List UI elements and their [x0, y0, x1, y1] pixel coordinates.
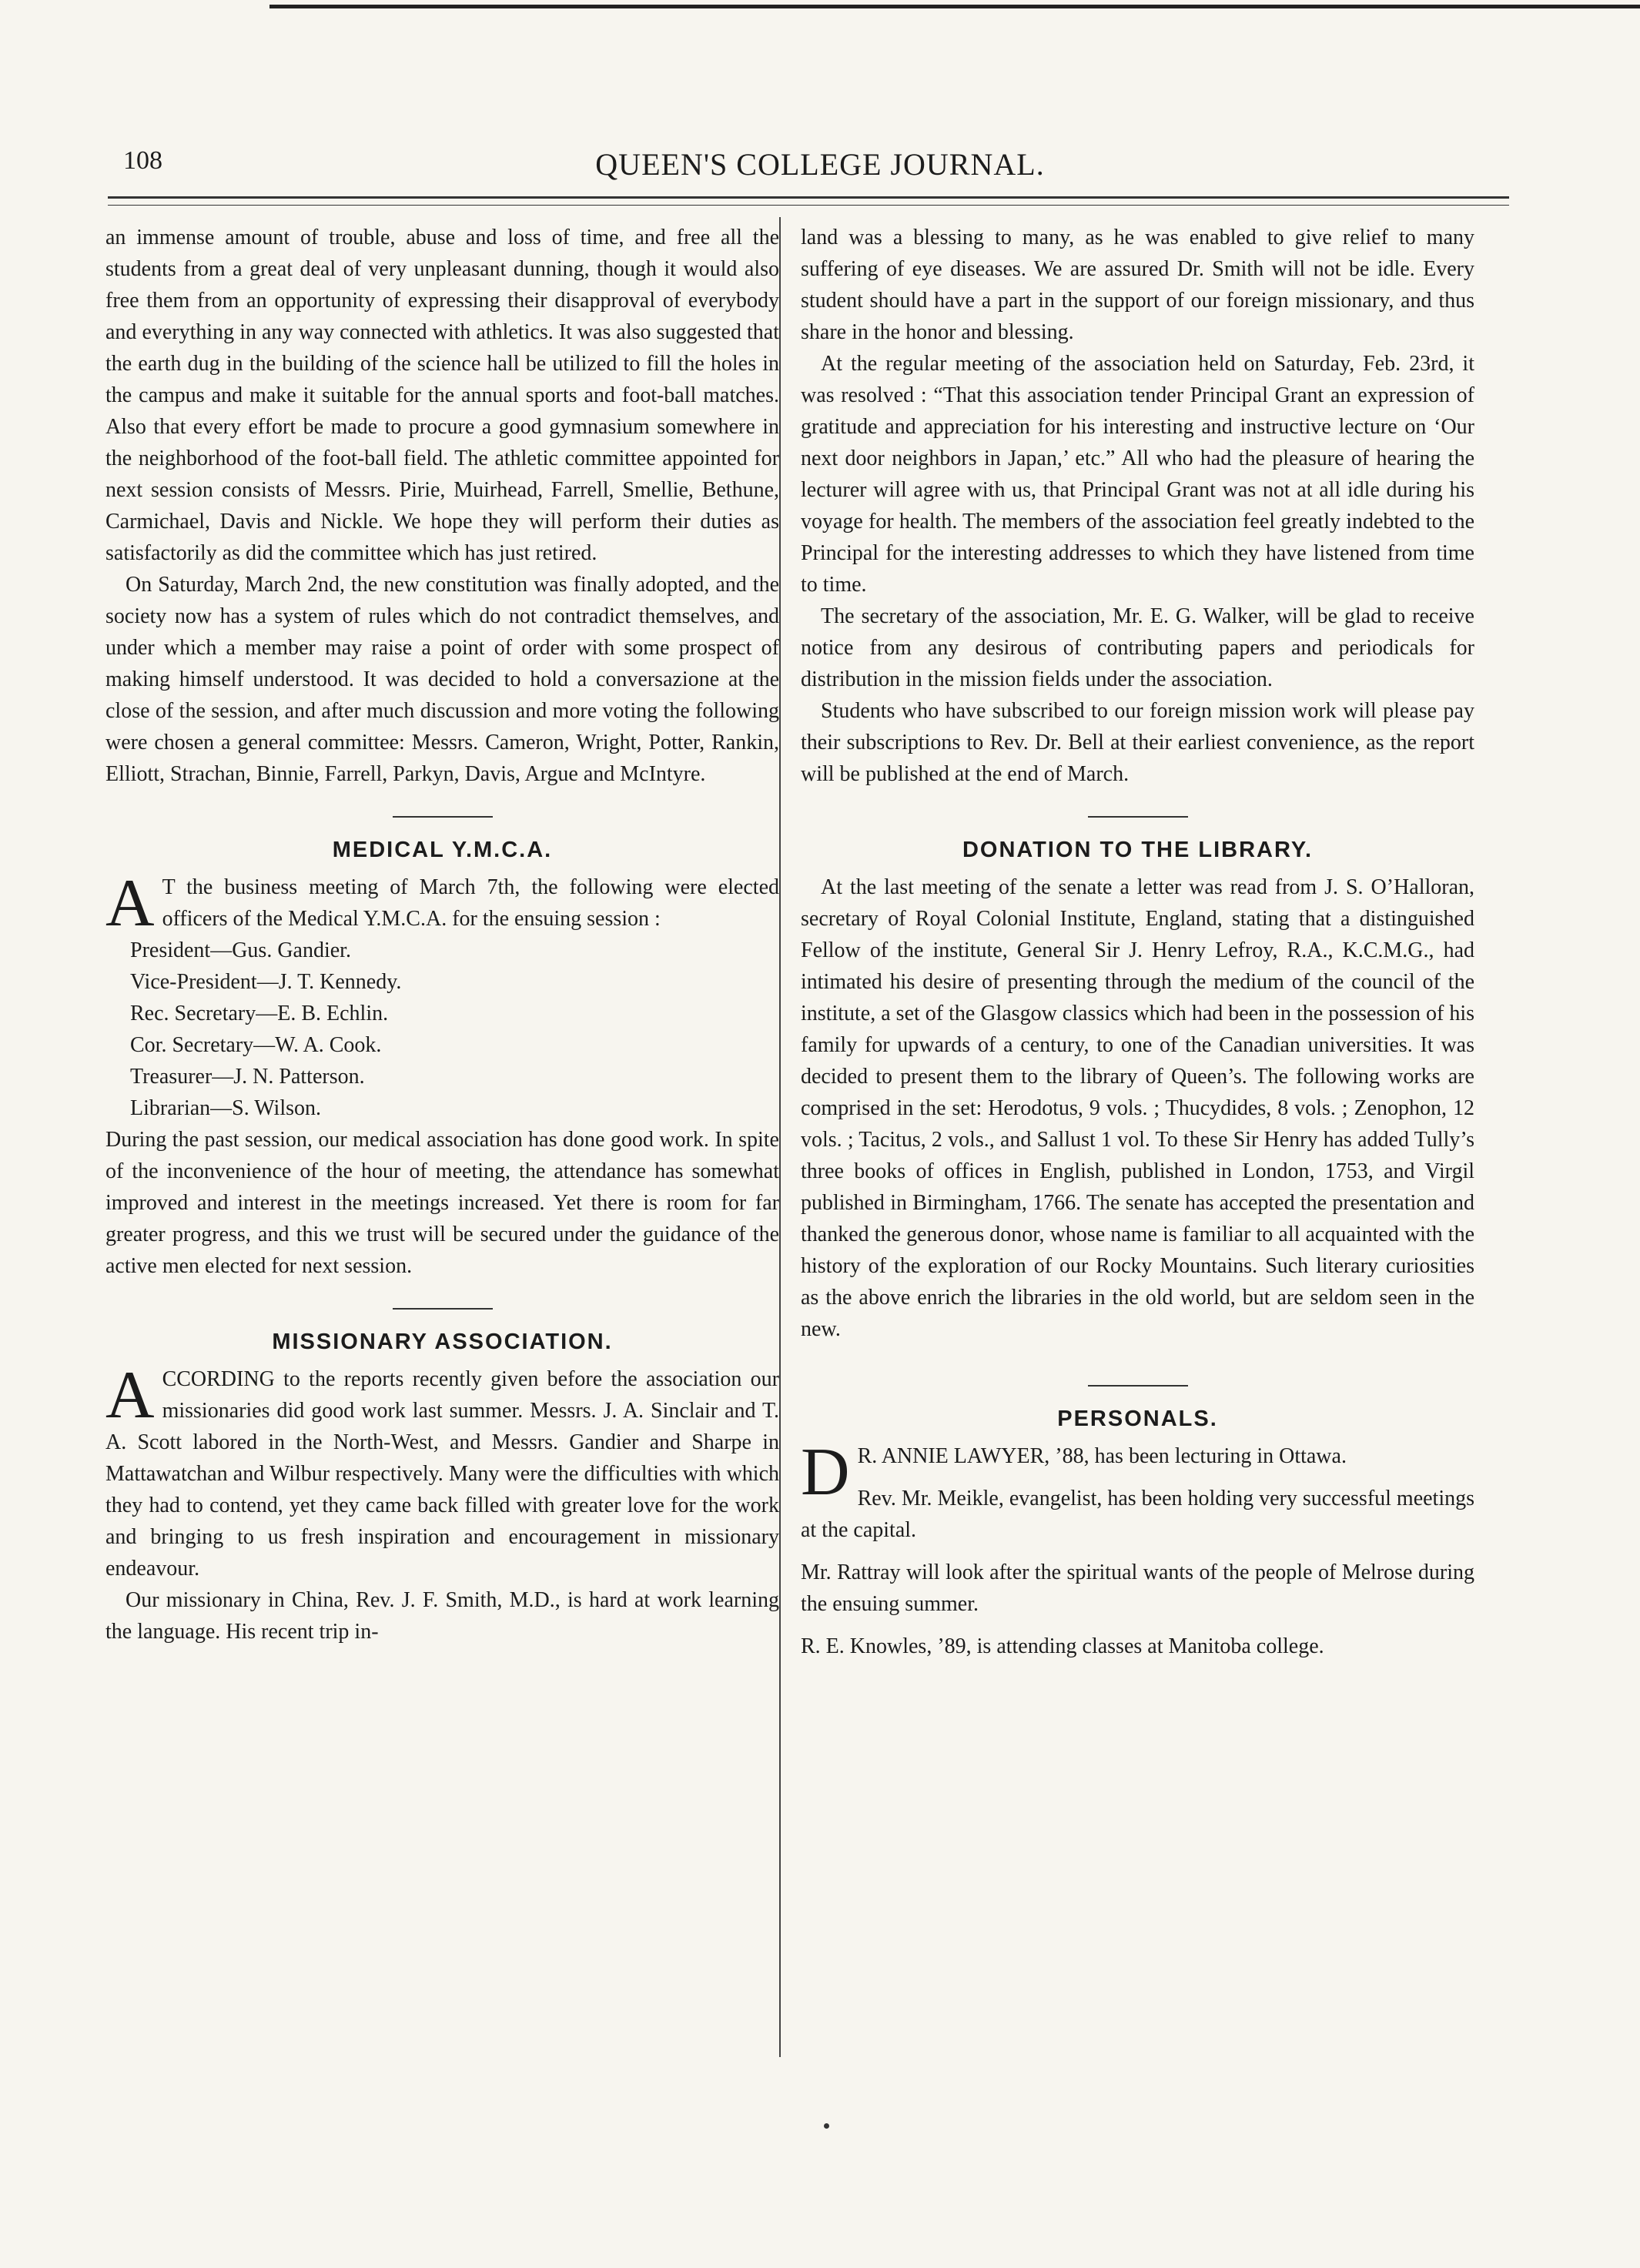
footer-dot — [824, 2123, 829, 2129]
medical-ymca-heading: MEDICAL Y.M.C.A. — [332, 838, 553, 862]
section-separator — [1088, 816, 1188, 818]
header-rule-thin — [108, 205, 1509, 206]
personal-item: Rev. Mr. Meikle, evangelist, has been holding very successful meetings at the capital. — [801, 1487, 1475, 1542]
officer-item: President—Gus. Gandier. — [130, 938, 351, 962]
section-separator — [393, 1308, 493, 1310]
officer-item: Rec. Secretary—E. B. Echlin. — [130, 1002, 389, 1025]
subscriptions-paragraph: Students who have subscribed to our foreign mission work will please pay their subscriptions to Rev. Dr. Bell at their earliest convenience, as the report will be published at the end of March. — [801, 699, 1474, 786]
drop-cap: A — [105, 1358, 155, 1433]
medical-summary-paragraph: During the past session, our medical association has done good work. In spite of the inconvenience of the hour of meeting, the attendance has somewhat improved and interest in the meetings increased. Yet there is room for far greater progress, and this we trust will be secured under the guidance of the active men elected for next session. — [105, 1128, 779, 1278]
drop-cap: D — [801, 1435, 850, 1510]
officer-item: Cor. Secretary—W. A. Cook. — [130, 1033, 382, 1057]
officer-item: Librarian—S. Wilson. — [130, 1096, 321, 1120]
missionary-text: CCORDING to the reports recently given before the association our missionaries did good work last summer. Messrs. J. A. Sinclair and T. A. Scott labored in the North-West, and Messrs. Gandier and Sharpe in Mattawatchan and Wilbur respectively. Many were the difficulties with which they had to contend, yet they came back filled with greater love for the work and bringing to us fresh inspiration and encouragement in missionary endeavour. — [105, 1367, 779, 1581]
personal-item: Mr. Rattray will look after the spiritual wants of the people of Melrose during the ensuing summer. — [801, 1561, 1474, 1616]
journal-title: QUEEN'S COLLEGE JOURNAL. — [595, 147, 1045, 182]
constitution-paragraph: On Saturday, March 2nd, the new constitution was finally adopted, and the society now has a system of rules which do not contradict themselves, and under which a member may raise a point of order with some prospect of making himself understood. It was decided to hold a conversazione at the close of the session, and after much discussion and more voting the following were chosen a general committee: Messrs. Cameron, Wright, Potter, Rankin, Elliott, Strachan, Binnie, Farrell, Parkyn, Davis, Argue and McIntyre. — [105, 573, 779, 786]
resolution-paragraph: At the regular meeting of the association held on Saturday, Feb. 23rd, it was resolved : “That this association tender Principal Grant an expression of gratitude and appreciation for his interesting and instructive lecture on ‘Our next door neighbors in Japan,’ etc.” All who had the pleasure of hearing the lecturer will agree with us, that Principal Grant was not at all idle during his voyage for health. The members of the association feel greatly indebted to the Principal for the interesting addresses to which they have listened from time to time. — [801, 352, 1474, 597]
page-header — [123, 146, 1517, 192]
personals-first-paragraph — [801, 1435, 1474, 1510]
donation-heading: DONATION TO THE LIBRARY. — [962, 838, 1314, 862]
officer-item: Vice-President—J. T. Kennedy. — [130, 970, 402, 994]
section-separator — [393, 816, 493, 818]
right-column — [801, 222, 1474, 1662]
section-separator — [1088, 1385, 1188, 1387]
personals-first-text: R. ANNIE LAWYER, ’88, has been lecturing in Ottawa. — [857, 1444, 1347, 1468]
medical-intro-text: T the business meeting of March 7th, the following were elected officers of the Medical Y.M.C.A. for the ensuing session : — [162, 875, 779, 931]
missionary-paragraph — [105, 1358, 779, 1584]
missionary-association-heading: MISSIONARY ASSOCIATION. — [272, 1330, 613, 1354]
header-rule-thick — [108, 196, 1509, 199]
personal-item: R. E. Knowles, ’89, is attending classes at Manitoba college. — [801, 1634, 1324, 1658]
donation-paragraph: At the last meeting of the senate a letter was read from J. S. O’Halloran, secretary of Royal Colonial Institute, England, stating that a distinguished Fellow of the institute, General Sir J. Henry Lefroy, R.A., K.C.M.G., had intimated his desire of presenting through the medium of the council of the institute, a set of the Glasgow classics which had been in the possession of his family for upwards of a century, to one of the Canadian universities. It was decided to present them to the library of Queen’s. The following works are comprised in the set: Herodotus, 9 vols. ; Thucydides, 8 vols. ; Zenophon, 12 vols. ; Tacitus, 2 vols., and Sallust 1 vol. To these Sir Henry has added Tully’s three books of offices in English, published in London, 1753, and Virgil published in Birmingham, 1766. The senate has accepted the presentation and thanked the generous donor, whose name is familiar to all acquainted with the history of the exploration of our Rocky Mountains. Such literary curiosities as the above enrich the libraries in the old world, but are seldom seen in the new. — [801, 875, 1474, 1341]
personals-heading: PERSONALS. — [1057, 1407, 1218, 1431]
left-column — [105, 222, 779, 1647]
top-rule — [269, 5, 1640, 8]
medical-intro-paragraph — [105, 866, 779, 941]
china-missionary-paragraph: Our missionary in China, Rev. J. F. Smith, M.D., is hard at work learning the language. His recent trip in- — [105, 1588, 779, 1644]
drop-cap: A — [105, 866, 155, 941]
column-divider — [779, 217, 781, 2057]
secretary-paragraph: The secretary of the association, Mr. E. G. Walker, will be glad to receive notice from any desirous of contributing papers and periodicals for distribution in the mission fields under the association. — [801, 604, 1474, 691]
officer-item: Treasurer—J. N. Patterson. — [130, 1065, 365, 1089]
page-number: 108 — [123, 146, 162, 175]
continued-paragraph: land was a blessing to many, as he was enabled to give relief to many suffering of eye diseases. We are assured Dr. Smith will not be idle. Every student should have a part in the support of our foreign missionary, and thus share in the honor and blessing. — [801, 226, 1474, 344]
athletics-paragraph: an immense amount of trouble, abuse and loss of time, and free all the students from a great deal of very unpleasant dunning, though it would also free them from an opportunity of expressing their disapproval of everybody and everything in any way connected with athletics. It was also suggested that the earth dug in the building of the science hall be utilized to fill the holes in the campus and make it suitable for the annual sports and foot-ball matches. Also that every effort be made to procure a good gymnasium somewhere in the neighborhood of the foot-ball field. The athletic committee appointed for next session consists of Messrs. Pirie, Muirhead, Farrell, Smellie, Bethune, Carmichael, Davis and Nickle. We hope they will perform their duties as satisfactorily as did the committee which has just retired. — [105, 226, 779, 565]
